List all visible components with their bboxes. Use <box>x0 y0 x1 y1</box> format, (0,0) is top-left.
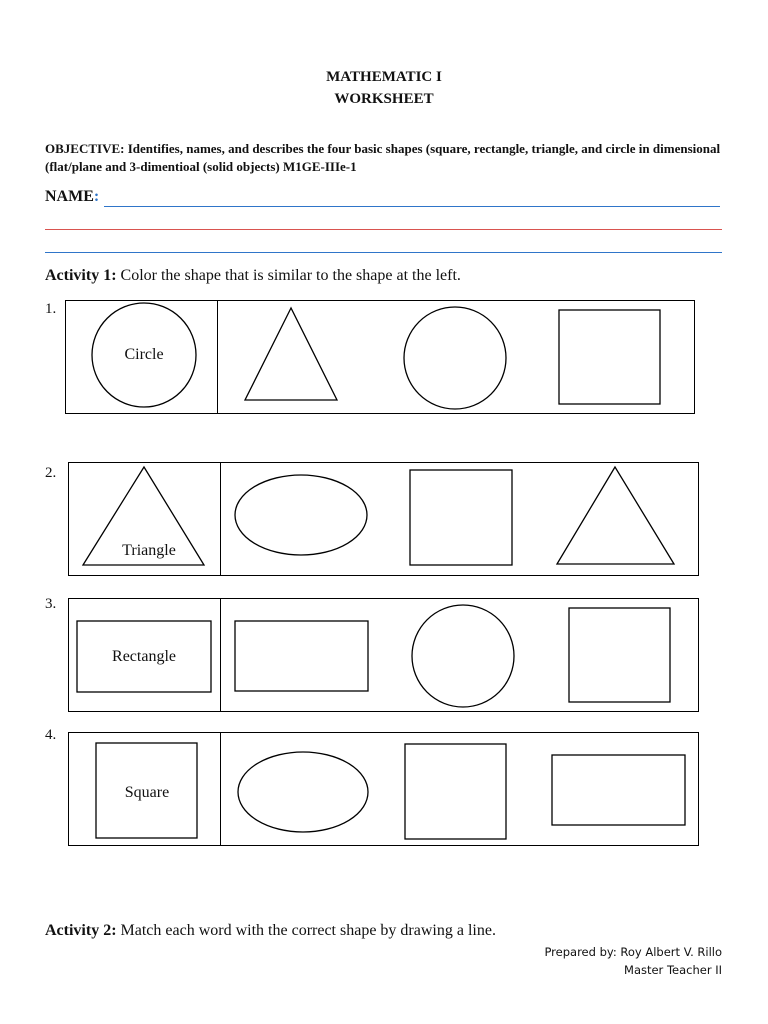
shape-row-1 <box>65 300 695 414</box>
activity2-instruction: Match each word with the correct shape by drawing a line. <box>116 922 496 939</box>
target-label: Square <box>124 784 170 801</box>
name-write-line[interactable] <box>104 206 720 207</box>
option-rectangle[interactable] <box>552 755 685 825</box>
activity1-heading <box>45 267 461 285</box>
option-square[interactable] <box>410 470 512 565</box>
row-number: 2. <box>45 465 57 481</box>
objective-label: OBJECTIVE: <box>45 141 125 156</box>
shape-row-3 <box>68 598 699 712</box>
option-oval[interactable] <box>235 475 367 555</box>
writing-guide-blue <box>45 252 722 253</box>
option-oval[interactable] <box>238 752 368 832</box>
objective <box>45 140 725 176</box>
row-number: 4. <box>45 727 57 743</box>
prepared-by: Prepared by: Roy Albert V. Rillo <box>544 945 722 959</box>
option-square[interactable] <box>569 608 670 702</box>
target-label: Rectangle <box>112 648 176 665</box>
name-colon: : <box>93 188 100 205</box>
row-number: 3. <box>45 596 57 612</box>
option-circle[interactable] <box>404 307 506 409</box>
activity2-label: Activity 2: <box>45 922 117 939</box>
worksheet-title-line2: WORKSHEET <box>334 91 434 107</box>
row-number: 1. <box>45 301 57 317</box>
option-rectangle[interactable] <box>235 621 368 691</box>
name-label-text: NAME <box>45 188 94 205</box>
objective-text: Identifies, names, and describes the four basic shapes (square, rectangle, triangle, and circle in dimensional (flat/plane and 3-dimentioal (solid objects) M1GE-IIIe-1 <box>45 141 721 174</box>
option-circle[interactable] <box>412 605 514 707</box>
writing-guide-red <box>45 229 722 230</box>
target-label: Triangle <box>122 542 176 559</box>
name-label <box>45 188 99 206</box>
target-label: Circle <box>124 346 164 363</box>
worksheet-title-line1: MATHEMATIC I <box>326 69 442 85</box>
shape-row-2 <box>68 462 699 576</box>
option-triangle[interactable] <box>245 308 337 400</box>
activity1-label: Activity 1: <box>45 267 117 284</box>
option-triangle[interactable] <box>557 467 674 564</box>
shape-row-4 <box>68 732 699 846</box>
option-square[interactable] <box>405 744 506 839</box>
activity1-instruction: Color the shape that is similar to the shape at the left. <box>116 267 461 284</box>
preparer-position: Master Teacher II <box>624 963 722 977</box>
option-square[interactable] <box>559 310 660 404</box>
activity2-heading <box>45 922 496 940</box>
